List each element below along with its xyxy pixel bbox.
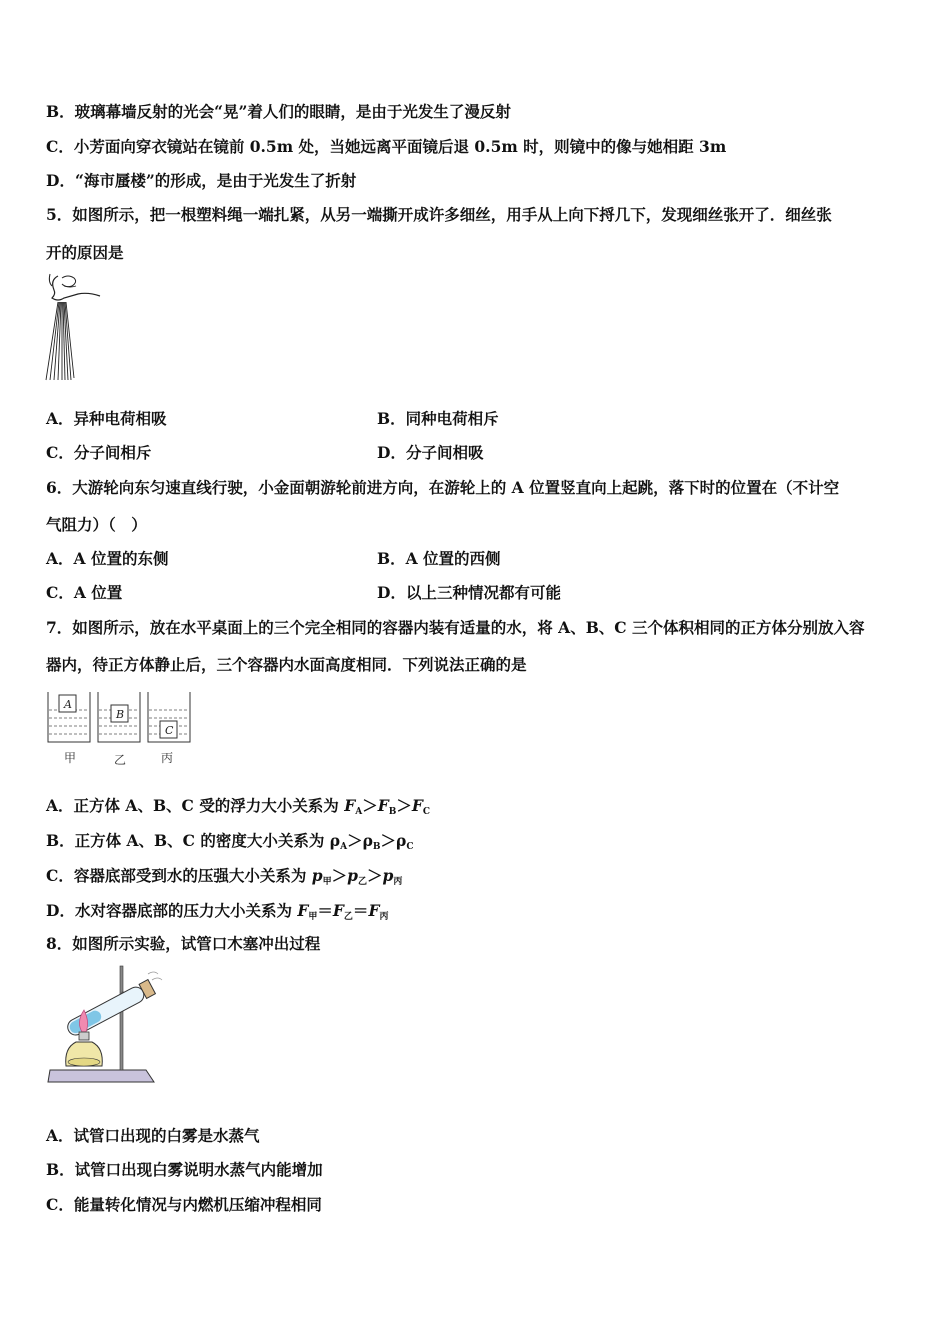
expr-sub: B [388,807,397,817]
q5-option-a: A．异种电荷相吸 [46,409,167,428]
q5-option-b: B．同种电荷相斥 [377,409,499,428]
q7-option-c-text: C．容器底部受到水的压强大小关系为 [46,866,312,885]
q7-option-a-text: A．正方体 A、B、C 受的浮力大小关系为 [46,796,345,815]
q7-option-a [46,796,430,822]
q6-option-b: B．A 位置的西侧 [377,549,501,568]
q8-option-c: C．能量转化情况与内燃机压缩冲程相同 [46,1195,322,1214]
expr-var: p [382,866,394,885]
q7-option-c [46,866,402,892]
container-label-jia: 甲 [64,751,77,765]
q7-option-b-text: B．正方体 A、B、C 的密度大小关系为 [46,831,330,850]
cube-c-label: C [165,724,174,737]
expr-sub: A [340,842,348,852]
q6-option-c: C．A 位置 [46,583,123,602]
expr-var: F [297,901,309,920]
expr-var: ρ [329,831,341,850]
expr-op: ＞ [380,831,397,850]
q7-option-b [46,831,414,857]
q8-option-b: B．试管口出现白雾说明水蒸气内能增加 [46,1160,323,1179]
cube-b-label: B [116,708,125,721]
expr-var: F [344,796,356,815]
q6-option-d: D．以上三种情况都有可能 [377,583,561,602]
expr-sub: 甲 [308,912,318,922]
cube-a-label: A [64,698,72,711]
expr-var: F [377,796,389,815]
q5-stem-line2: 开的原因是 [46,243,124,262]
expr-var: ρ [396,831,407,850]
expr-op: ＞ [396,796,412,815]
expr-op: ＝ [317,901,333,920]
q6-stem-line2: 气阻力）（ ） [46,515,147,534]
expr-sub: 乙 [343,912,353,922]
expr-op: ＞ [362,796,378,815]
expr-sub: B [372,842,381,852]
expr-var: ρ [362,831,373,850]
expr-var: p [347,866,358,885]
container-label-yi: 乙 [114,753,127,767]
q4-option-b: B．玻璃幕墙反射的光会“晃”着人们的眼睛，是由于光发生了漫反射 [46,102,511,121]
q5-option-c: C．分子间相斥 [46,443,152,462]
expr-op: ＞ [331,866,348,885]
q7-option-d-text: D．水对容器底部的压力大小关系为 [46,901,298,920]
q6-option-a: A．A 位置的东侧 [46,549,169,568]
q7-option-d [46,901,388,927]
q6-stem-line1: 6．大游轮向东匀速直线行驶，小金面朝游轮前进方向，在游轮上的 A 位置竖直向上起跳，落下时的位置在（不计空 [46,478,840,497]
expr-var: p [311,866,323,885]
three-containers-figure [44,686,194,770]
expr-var: F [411,796,423,815]
container-label-bing: 丙 [161,751,174,765]
expr-sub: 乙 [357,877,367,887]
q5-option-d: D．分子间相吸 [377,443,484,462]
expr-sub: 丙 [379,912,389,922]
test-tube-experiment-figure [44,962,164,1086]
expr-sub: A [355,807,363,817]
q7-stem-line2: 器内，待正方体静止后，三个容器内水面高度相同．下列说法正确的是 [46,655,527,674]
q7-stem-line1: 7．如图所示，放在水平桌面上的三个完全相同的容器内装有适量的水，将 A、B、C 三个体积相同的正方体分别放入容 [46,618,865,637]
expr-sub: 甲 [322,877,332,887]
expr-op: ＝ [352,901,369,920]
expr-op: ＞ [347,831,363,850]
q4-option-d: D．“海市蜃楼”的形成，是由于光发生了折射 [46,171,357,190]
expr-sub: C [422,807,431,817]
expr-sub: C [406,842,414,852]
q8-stem: 8．如图所示实验，试管口木塞冲出过程 [46,934,321,953]
q5-stem-line1: 5．如图所示，把一根塑料绳一端扎紧，从另一端撕开成许多细丝，用手从上向下捋几下，发现细丝张开了．细丝张 [46,205,832,224]
expr-var: F [332,901,344,920]
expr-op: ＞ [366,866,383,885]
plastic-rope-figure [44,272,106,384]
q4-option-c: C．小芳面向穿衣镜站在镜前 0.5m 处，当她远离平面镜后退 0.5m 时，则镜中的像与她相距 3m [46,137,727,156]
expr-var: F [368,901,380,920]
q8-option-a: A．试管口出现的白雾是水蒸气 [46,1126,260,1145]
expr-sub: 丙 [393,877,403,887]
